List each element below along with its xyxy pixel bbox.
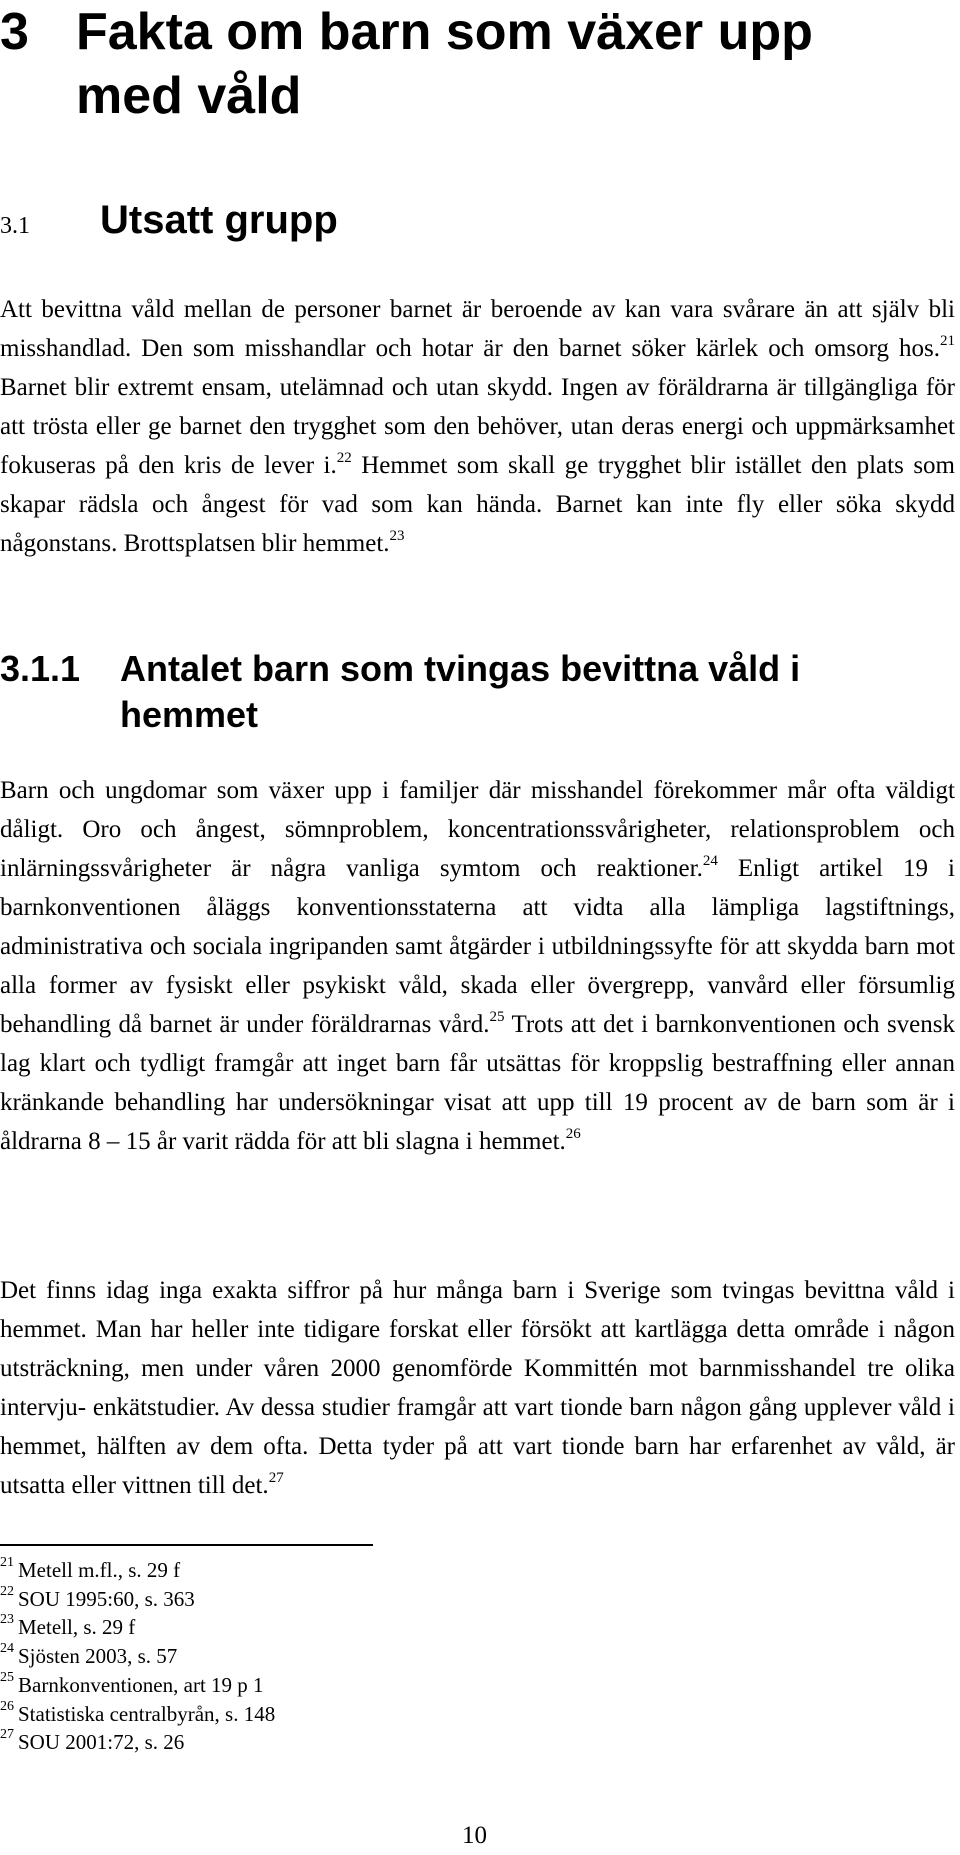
footnote-number: 25 <box>0 1669 14 1685</box>
footnote-item <box>0 1585 275 1614</box>
footnote-number: 21 <box>0 1555 14 1570</box>
chapter-title <box>0 0 950 128</box>
footnote-text: Metell, s. 29 f <box>18 1615 136 1640</box>
footnote-separator <box>0 1544 373 1546</box>
footnote-number: 23 <box>0 1612 14 1628</box>
footnote-item <box>0 1556 275 1585</box>
page-number: 10 <box>462 1822 487 1849</box>
section-title <box>0 198 338 243</box>
paragraph-text: Att bevittna våld mellan de personer barnet är beroende av kan vara svårare än att själv bli misshandlad. Den som misshandlar och hotar är den barnet söker kärlek och omsorg hos. <box>0 296 955 362</box>
chapter-number: 3 <box>0 3 29 61</box>
footnote-text: Sjösten 2003, s. 57 <box>18 1644 178 1669</box>
subsection-number: 3.1.1 <box>0 648 81 689</box>
footnote-text: SOU 1995:60, s. 363 <box>18 1586 195 1611</box>
footnote-list <box>0 1556 275 1757</box>
footnote-number: 22 <box>0 1583 14 1599</box>
paragraph-text: Hemmet som skall ge trygghet blir istället den plats som skapar rädsla och ångest för vad som kan hända. Barnet kan inte fly eller söka skydd någonstans. Brottsplatsen blir hemmet. <box>0 452 955 557</box>
paragraph-utsatt-grupp <box>0 290 955 563</box>
subsection-title-line2: hemmet <box>120 694 259 735</box>
footnote-item <box>0 1642 275 1671</box>
footnote-ref[interactable]: 26 <box>565 1125 581 1142</box>
footnote-text: Barnkonventionen, art 19 p 1 <box>18 1672 264 1697</box>
footnote-number: 26 <box>0 1698 14 1714</box>
footnote-number: 27 <box>0 1727 14 1743</box>
footnote-ref[interactable]: 23 <box>389 527 405 544</box>
paragraph-text: Barnet blir extremt ensam, utelämnad och utan skydd. Ingen av föräldrarna är tillgängliga för att trösta eller ge barnet den trygghet som den behöver, utan deras energi och uppmärksamhet fokuseras på den kris de lever i. <box>0 374 955 479</box>
subsection-title <box>0 646 950 738</box>
footnote-item <box>0 1671 275 1700</box>
footnote-item <box>0 1613 275 1642</box>
paragraph-antalet-barn <box>0 771 955 1161</box>
chapter-title-line2: med våld <box>76 67 302 125</box>
footnote-ref[interactable]: 25 <box>489 1008 505 1025</box>
section-number: 3.1 <box>0 213 30 239</box>
footnote-text: Statistiska centralbyrån, s. 148 <box>18 1701 276 1726</box>
section-title-text: Utsatt grupp <box>100 198 338 242</box>
footnote-ref[interactable]: 24 <box>702 852 718 869</box>
footnote-item <box>0 1728 275 1757</box>
paragraph-text: Barn och ungdomar som växer upp i familjer där misshandel förekommer mår ofta väldigt dåligt. Oro och ångest, sömnproblem, koncentrationssvårigheter, relationsproblem och inlärningssvårigheter är några vanliga symtom och reaktioner. <box>0 777 955 882</box>
footnote-ref[interactable]: 21 <box>940 332 955 349</box>
footnote-number: 24 <box>0 1641 14 1657</box>
chapter-title-line1: Fakta om barn som växer upp <box>76 3 813 61</box>
subsection-title-line1: Antalet barn som tvingas bevittna våld i <box>120 648 801 689</box>
footnote-ref[interactable]: 22 <box>336 449 352 466</box>
footnote-item <box>0 1700 275 1729</box>
footnote-text: Metell m.fl., s. 29 f <box>18 1558 181 1582</box>
paragraph-text: Det finns idag inga exakta siffror på hur många barn i Sverige som tvingas bevittna våld i hemmet. Man har heller inte tidigare forskat eller försökt att kartlägga detta område i någon utsträckning, men under våren 2000 genomförde Kommittén mot barnmisshandel tre olika intervju- enkätstudier. Av dessa studier framgår att vart tionde barn någon gång upplever våld i hemmet, hälften av dem ofta. Detta tyder på att vart tionde barn har erfarenhet av våld, är utsatta eller vittnen till det. <box>0 1277 955 1499</box>
paragraph-text: Enligt artikel 19 i barnkonventionen åläggs konventionsstaterna att vidta alla lämpliga lagstiftnings, administrativa och sociala ingripanden samt åtgärder i utbildningssyfte för att skydda barn mot alla former av fysiskt eller psykiskt våld, skada eller övergrepp, vanvård eller försumlig behandling då barnet är under föräldrarnas vård. <box>0 855 956 1038</box>
footnote-text: SOU 2001:72, s. 26 <box>18 1730 185 1755</box>
paragraph-statistik <box>0 1271 955 1505</box>
footnote-ref[interactable]: 27 <box>268 1469 284 1486</box>
paragraph-text: Trots att det i barnkonventionen och svensk lag klart och tydligt framgår att inget barn får utsättas för kroppslig bestraffning eller annan kränkande behandling har undersökningar visat att upp till 19 procent av de barn som är i åldrarna 8 – 15 år varit rädda för att bli slagna i hemmet. <box>0 1011 955 1155</box>
